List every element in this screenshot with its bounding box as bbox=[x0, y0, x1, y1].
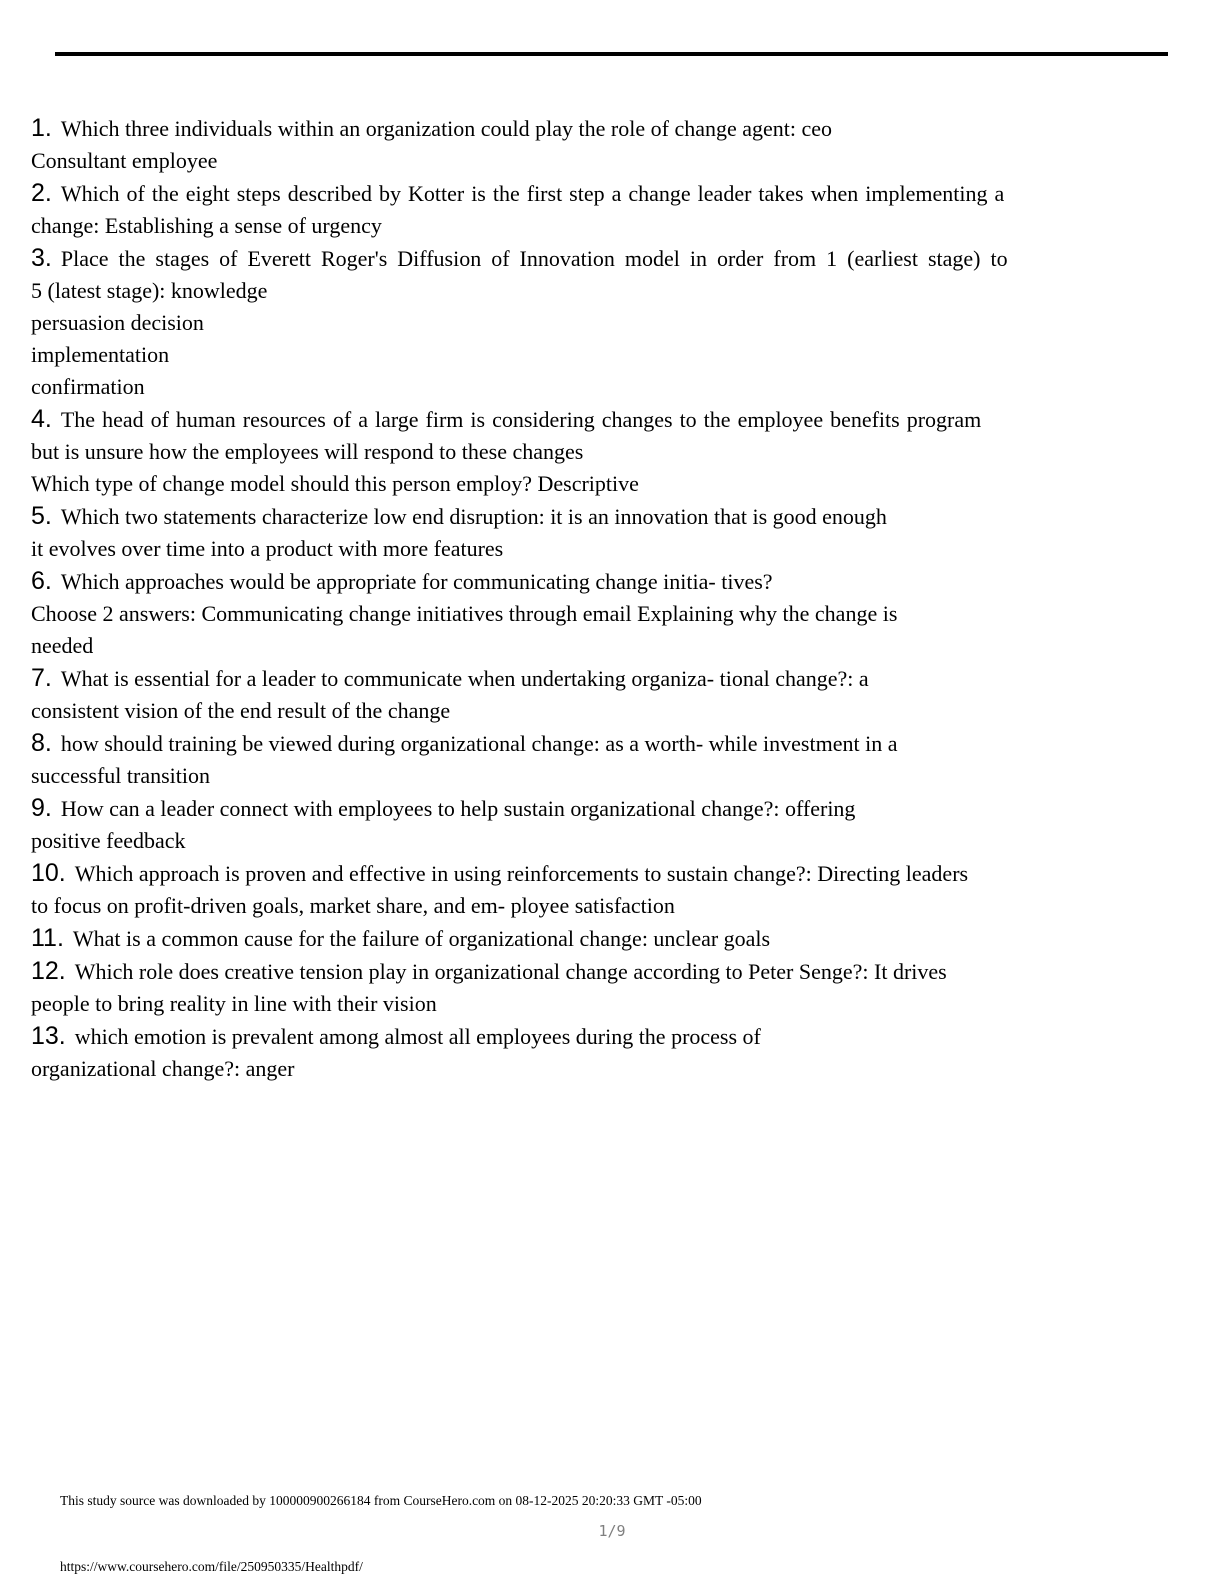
question-line: Choose 2 answers: Communicating change initiatives through email Explaining why the change is bbox=[31, 601, 898, 626]
top-rule bbox=[55, 52, 1168, 56]
question-number: 1. bbox=[31, 114, 52, 142]
question-text: Which three individuals within an organization could play the role of change agent: ceo bbox=[60, 116, 833, 141]
question-item bbox=[31, 857, 1201, 922]
question-text: how should training be viewed during organizational change: as a worth- while investment in a bbox=[60, 731, 898, 756]
question-text: Which approaches would be appropriate for communicating change initia- tives? bbox=[60, 569, 773, 594]
question-line: Which type of change model should this person employ? Descriptive bbox=[31, 471, 639, 496]
page-number: 1/9 bbox=[598, 1522, 626, 1540]
question-item bbox=[31, 500, 1201, 565]
question-number: 3. bbox=[31, 244, 52, 272]
question-item bbox=[31, 727, 1201, 792]
question-line: 5 (latest stage): knowledge bbox=[31, 278, 268, 303]
question-line bbox=[31, 500, 1201, 533]
question-item bbox=[31, 1020, 1201, 1085]
question-line: persuasion decision bbox=[31, 310, 204, 335]
question-item bbox=[31, 177, 1201, 242]
question-line bbox=[31, 955, 1201, 988]
question-line bbox=[31, 922, 1201, 955]
question-text: The head of human resources of a large firm is considering changes to the employee benefits program bbox=[60, 407, 982, 432]
question-line: consistent vision of the end result of the change bbox=[31, 698, 451, 723]
question-text: Which two statements characterize low end disruption: it is an innovation that is good enough bbox=[60, 504, 887, 529]
question-line bbox=[31, 403, 1201, 436]
question-line: but is unsure how the employees will respond to these changes bbox=[31, 439, 584, 464]
question-line: needed bbox=[31, 633, 94, 658]
question-item bbox=[31, 403, 1201, 500]
question-item bbox=[31, 242, 1201, 403]
question-line: implementation bbox=[31, 342, 170, 367]
question-text: Which approach is proven and effective in using reinforcements to sustain change?: Directing leaders bbox=[74, 861, 969, 886]
question-line: successful transition bbox=[31, 763, 211, 788]
question-line: change: Establishing a sense of urgency bbox=[31, 213, 382, 238]
questions-list bbox=[31, 112, 1201, 1085]
question-number: 5. bbox=[31, 502, 52, 530]
question-number: 10. bbox=[31, 859, 66, 887]
question-line bbox=[31, 177, 1201, 210]
question-line bbox=[31, 565, 1201, 598]
question-item bbox=[31, 922, 1201, 955]
question-line: people to bring reality in line with their vision bbox=[31, 991, 437, 1016]
question-line bbox=[31, 242, 1201, 275]
question-number: 7. bbox=[31, 664, 52, 692]
question-number: 11. bbox=[31, 924, 64, 952]
question-text: which emotion is prevalent among almost all employees during the process of bbox=[74, 1024, 761, 1049]
question-line bbox=[31, 792, 1201, 825]
question-text: What is essential for a leader to communicate when undertaking organiza- tional change?: a bbox=[60, 666, 869, 691]
question-number: 8. bbox=[31, 729, 52, 757]
question-text: How can a leader connect with employees to help sustain organizational change?: offering bbox=[60, 796, 856, 821]
question-item bbox=[31, 112, 1201, 177]
question-text: What is a common cause for the failure of organizational change: unclear goals bbox=[72, 926, 771, 951]
question-item bbox=[31, 792, 1201, 857]
question-line: it evolves over time into a product with more features bbox=[31, 536, 504, 561]
question-line: organizational change?: anger bbox=[31, 1056, 295, 1081]
question-number: 2. bbox=[31, 179, 52, 207]
question-line bbox=[31, 857, 1201, 890]
question-line: Consultant employee bbox=[31, 148, 218, 173]
question-text: Which of the eight steps described by Kotter is the first step a change leader takes when implementing a bbox=[60, 181, 1005, 206]
question-line: confirmation bbox=[31, 374, 145, 399]
question-number: 12. bbox=[31, 957, 66, 985]
question-line bbox=[31, 662, 1201, 695]
question-number: 13. bbox=[31, 1022, 66, 1050]
question-line: positive feedback bbox=[31, 828, 186, 853]
question-line: to focus on profit-driven goals, market share, and em- ployee satisfaction bbox=[31, 893, 675, 918]
question-number: 9. bbox=[31, 794, 52, 822]
question-number: 6. bbox=[31, 567, 52, 595]
question-item bbox=[31, 565, 1201, 662]
question-text: Place the stages of Everett Roger's Diffusion of Innovation model in order from 1 (earliest stage) to bbox=[60, 246, 1008, 271]
question-line bbox=[31, 112, 1201, 145]
source-url: https://www.coursehero.com/file/250950335/Healthpdf/ bbox=[60, 1559, 363, 1574]
question-line bbox=[31, 1020, 1201, 1053]
question-number: 4. bbox=[31, 405, 52, 433]
question-item bbox=[31, 662, 1201, 727]
question-item bbox=[31, 955, 1201, 1020]
question-text: Which role does creative tension play in organizational change according to Peter Senge?: It drives bbox=[74, 959, 947, 984]
download-note: This study source was downloaded by 100000900266184 from CourseHero.com on 08-12-2025 20:20:33 GMT -05:00 bbox=[60, 1493, 702, 1508]
question-line bbox=[31, 727, 1201, 760]
